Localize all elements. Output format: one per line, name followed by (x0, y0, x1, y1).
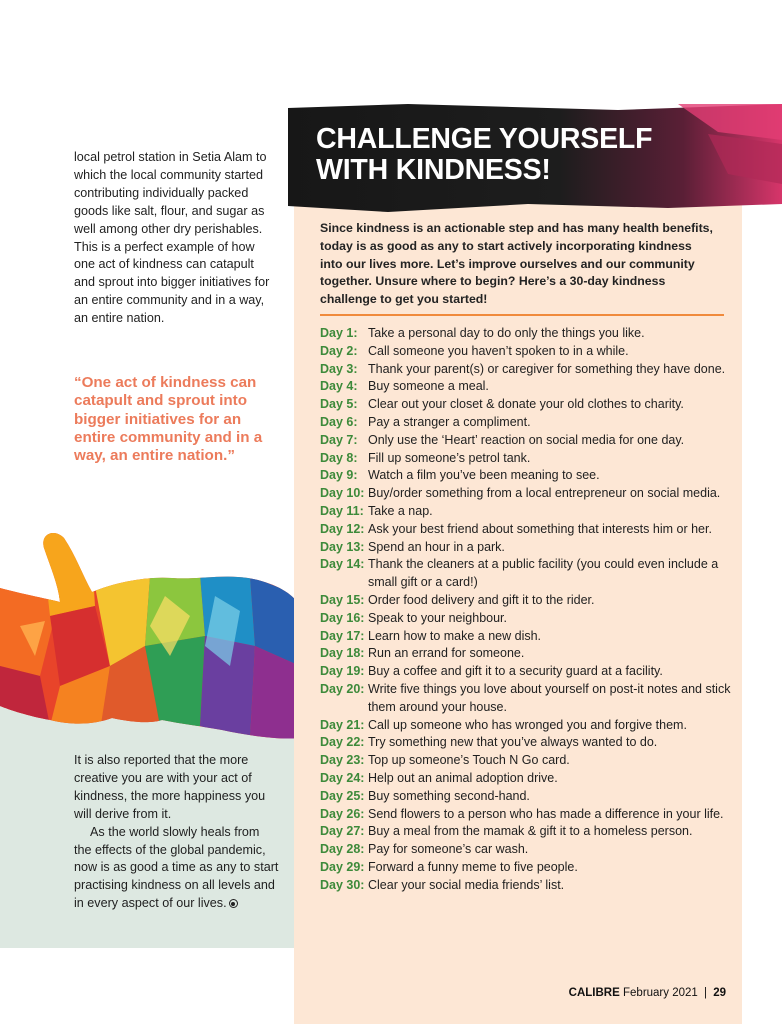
day-item (320, 539, 740, 557)
body-paragraph: It is also reported that the more creative you are with your act of kindness, the more happiness you will derive from it. (74, 753, 266, 821)
day-text: Clear your social media friends’ list. (368, 877, 565, 892)
day-label: Day 26: (320, 806, 365, 821)
day-text: Order food delivery and gift it to the rider. (368, 592, 595, 607)
day-label: Day 23: (320, 753, 365, 768)
day-item (320, 823, 740, 841)
day-label: Day 16: (320, 610, 365, 625)
day-text: Learn how to make a new dish. (368, 628, 542, 643)
day-item (320, 610, 740, 628)
body-paragraph (74, 824, 279, 914)
day-label: Day 27: (320, 824, 365, 839)
day-item (320, 450, 740, 468)
end-mark-icon (229, 899, 238, 908)
day-text: Clear out your closet & donate your old clothes to charity. (368, 397, 684, 412)
footer-brand: CALIBRE (568, 987, 620, 999)
sidebar-title-line-2: WITH KINDNESS! (316, 154, 551, 186)
day-text: Call someone you haven’t spoken to in a while. (368, 343, 629, 358)
day-item (320, 378, 740, 396)
day-item (320, 859, 740, 877)
day-item (320, 717, 740, 735)
day-item (320, 343, 740, 361)
day-label: Day 17: (320, 628, 365, 643)
page-number: 29 (713, 987, 726, 999)
day-label: Day 29: (320, 859, 365, 874)
day-item (320, 325, 740, 343)
day-label: Day 20: (320, 681, 365, 696)
day-text: Write five things you love about yourself on post-it notes and stick them around your house. (368, 681, 731, 714)
day-label: Day 12: (320, 521, 365, 536)
day-label: Day 4: (320, 379, 358, 394)
day-item (320, 734, 740, 752)
day-label: Day 22: (320, 735, 365, 750)
day-text: Spend an hour in a park. (368, 539, 505, 554)
day-item (320, 681, 740, 717)
day-text: Buy someone a meal. (368, 379, 489, 394)
day-label: Day 21: (320, 717, 365, 732)
day-text: Thank the cleaners at a public facility (you could even include a small gift or a card!) (368, 557, 719, 590)
day-text: Thank your parent(s) or caregiver for something they have done. (368, 361, 726, 376)
day-text: Try something new that you’ve always wanted to do. (368, 735, 658, 750)
day-label: Day 30: (320, 877, 365, 892)
day-label: Day 25: (320, 788, 365, 803)
day-label: Day 18: (320, 646, 365, 661)
day-item (320, 752, 740, 770)
day-item (320, 503, 740, 521)
day-label: Day 9: (320, 468, 358, 483)
day-label: Day 2: (320, 343, 358, 358)
day-item (320, 628, 740, 646)
day-text: Top up someone’s Touch N Go card. (368, 753, 570, 768)
day-label: Day 3: (320, 361, 358, 376)
day-text: Watch a film you’ve been meaning to see. (368, 468, 600, 483)
day-item (320, 645, 740, 663)
sidebar-title (316, 124, 652, 186)
day-item (320, 592, 740, 610)
day-label: Day 8: (320, 450, 358, 465)
day-text: Take a personal day to do only the things you like. (368, 326, 645, 340)
colorful-hand-illustration (0, 526, 300, 746)
day-item (320, 432, 740, 450)
day-label: Day 6: (320, 414, 358, 429)
day-label: Day 19: (320, 664, 365, 679)
day-text: Only use the ‘Heart’ reaction on social media for one day. (368, 432, 685, 447)
day-label: Day 5: (320, 397, 358, 412)
day-label: Day 24: (320, 770, 365, 785)
day-label: Day 14: (320, 557, 365, 572)
day-text: Take a nap. (368, 503, 433, 518)
kindness-day-list (320, 325, 740, 895)
pull-quote: “One act of kindness can catapult and sprout into bigger initiatives for an entire community and in a way, an entire nation.” (74, 374, 263, 465)
day-label: Day 1: (320, 326, 358, 340)
day-text: Pay for someone’s car wash. (368, 842, 529, 857)
day-item (320, 414, 740, 432)
day-item (320, 841, 740, 859)
day-item (320, 521, 740, 539)
day-text: Buy a coffee and gift it to a security guard at a facility. (368, 664, 663, 679)
day-text: Call up someone who has wronged you and forgive them. (368, 717, 687, 732)
day-text: Pay a stranger a compliment. (368, 414, 531, 429)
day-item (320, 361, 740, 379)
day-text: Buy something second-hand. (368, 788, 530, 803)
body-text-bottom (74, 752, 279, 913)
body-paragraph-text: As the world slowly heals from the effects of the global pandemic, now is as good a time as any to start practising kindness on all levels and in every aspect of our lives. (74, 824, 279, 911)
day-text: Help out an animal adoption drive. (368, 770, 558, 785)
divider-rule (320, 314, 724, 316)
footer-separator: | (704, 987, 707, 999)
sidebar-title-line-1: CHALLENGE YOURSELF (316, 123, 653, 155)
day-item (320, 485, 740, 503)
day-label: Day 28: (320, 842, 365, 857)
day-text: Ask your best friend about something that interests him or her. (368, 521, 712, 536)
page-footer (569, 987, 726, 999)
day-item (320, 806, 740, 824)
day-text: Fill up someone’s petrol tank. (368, 450, 531, 465)
day-text: Forward a funny meme to five people. (368, 859, 578, 874)
day-label: Day 10: (320, 486, 365, 501)
day-label: Day 11: (320, 503, 364, 518)
day-label: Day 15: (320, 592, 365, 607)
day-item (320, 396, 740, 414)
day-item (320, 788, 740, 806)
body-text-top: local petrol station in Setia Alam to which the local community started contributing individually packed goods like salt, flour, and sugar as well among other dry perishables. This is a perfect example of how one act of kindness can catapult and sprout into bigger initiatives for an entire community and in a way, an entire nation. (74, 150, 270, 326)
day-label: Day 13: (320, 539, 365, 554)
day-text: Buy a meal from the mamak & gift it to a homeless person. (368, 824, 693, 839)
day-item (320, 663, 740, 681)
day-text: Send flowers to a person who has made a difference in your life. (368, 806, 724, 821)
sidebar-banner (288, 104, 782, 212)
day-item (320, 556, 740, 592)
day-text: Speak to your neighbour. (368, 610, 507, 625)
day-item (320, 770, 740, 788)
day-item (320, 877, 740, 895)
day-label: Day 7: (320, 432, 358, 447)
sidebar-intro: Since kindness is an actionable step and has many health benefits, today is as good as any to start actively incorporating kindness into our lives more. Let’s improve ourselves and our community together. Unsure where to begin? Here’s a 30-day kindness challenge to get you started! (320, 221, 713, 307)
day-text: Run an errand for someone. (368, 646, 525, 661)
footer-issue: February 2021 (623, 987, 698, 999)
day-item (320, 467, 740, 485)
day-text: Buy/order something from a local entrepreneur on social media. (368, 486, 721, 501)
